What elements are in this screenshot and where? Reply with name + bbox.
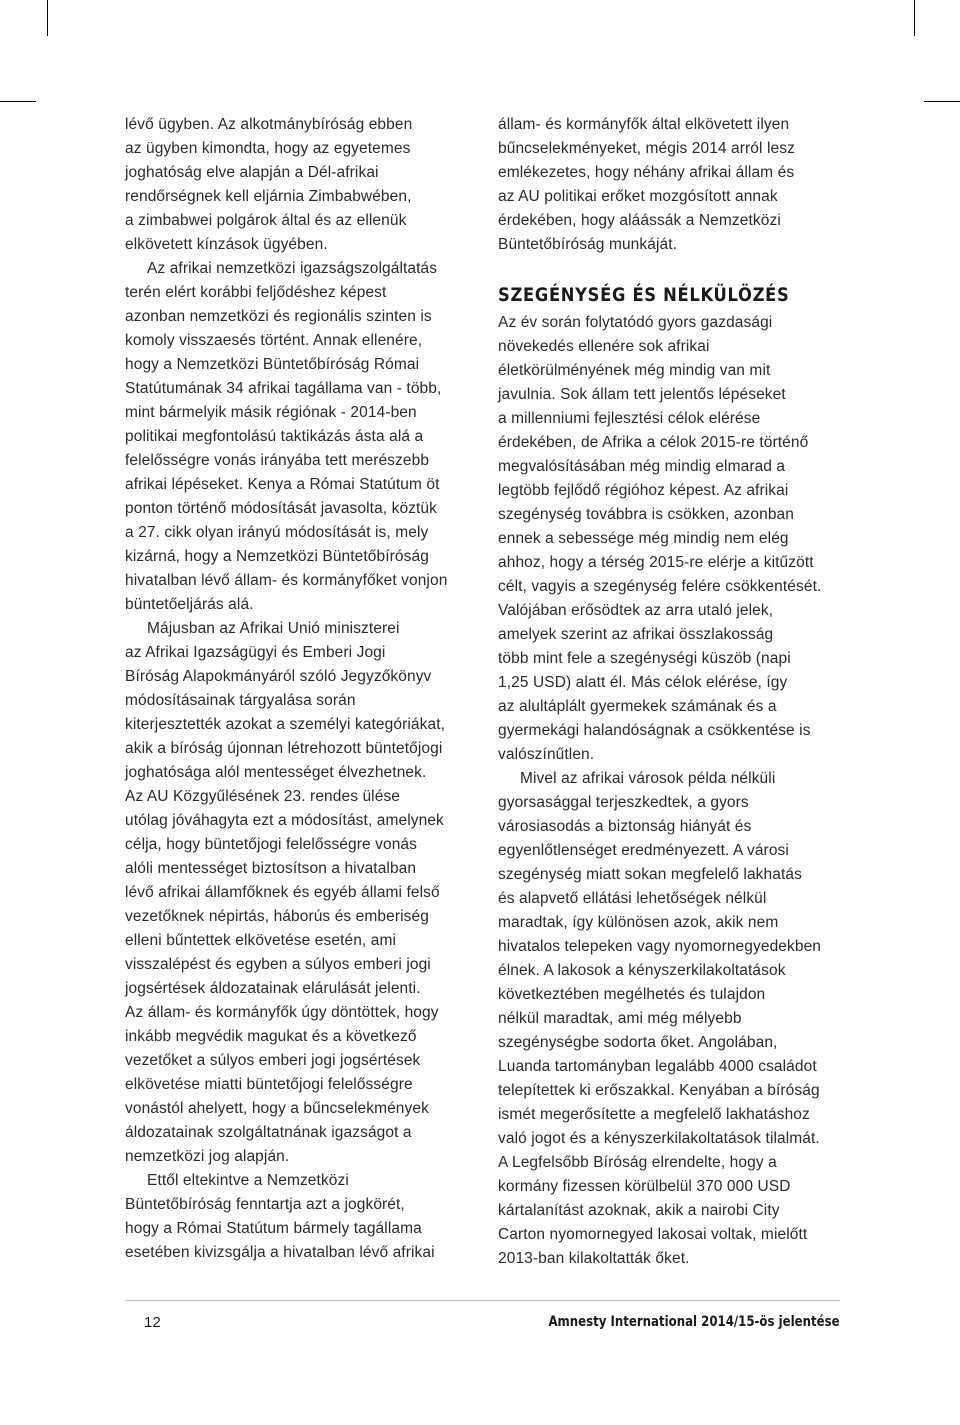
text-line: 1,25 USD) alatt él. Más célok elérése, így — [498, 674, 788, 691]
text-line: Büntetőbíróság munkáját. — [498, 236, 678, 253]
text-line: módosításainak tárgyalása során — [125, 692, 356, 709]
text-line: állam- és kormányfők által elkövetett ilyen — [498, 116, 790, 133]
text-line: vezetőket a súlyos emberi jogi jogsértések — [125, 1052, 421, 1069]
text-line: a millenniumi fejlesztési célok elérése — [498, 410, 761, 427]
text-line: ismét megerősítette a megfelelő lakhatáshoz — [498, 1106, 810, 1123]
text-line: hogy a Római Statútum bármely tagállama — [125, 1220, 422, 1237]
text-line: ponton történő módosítását javasolta, köztük — [125, 500, 438, 517]
text-line: megvalósításában még mindig elmarad a — [498, 458, 786, 475]
text-line: Az AU Közgyűlésének 23. rendes ülése — [125, 788, 401, 805]
text-line: és alapvető ellátási lehetőségek nélkül — [498, 890, 767, 907]
text-line: hogy a Nemzetközi Büntetőbíróság Római — [125, 356, 420, 373]
text-line: nélkül maradtak, ami még mélyebb — [498, 1010, 742, 1027]
text-line: azonban nemzetközi és regionális szinten is — [125, 308, 432, 325]
text-line: az AU politikai erőket mozgósított annak — [498, 188, 778, 205]
text-line: emlékezetes, hogy néhány afrikai állam és — [498, 164, 795, 181]
footer-divider — [125, 1300, 840, 1301]
crop-mark-right — [924, 101, 960, 102]
text-line: ennek a sebessége még mindig nem elég — [498, 530, 789, 547]
text-line: vezetőknek népirtás, háborús és emberiség — [125, 908, 429, 925]
text-line: növekedés ellenére sok afrikai — [498, 338, 710, 355]
right-column-intro-text — [498, 113, 848, 257]
text-line: alóli mentességet biztosítson a hivatalban — [125, 860, 417, 877]
text-line: elleni bűntettek elkövetése esetén, ami — [125, 932, 397, 949]
text-line: Bíróság Alapokmányáról szóló Jegyzőkönyv — [125, 668, 432, 685]
text-line: 2013-ban kilakoltatták őket. — [498, 1250, 690, 1267]
text-line: telepítettek ki erőszakkal. Kenyában a bíróság — [498, 1082, 820, 1099]
text-line: városiasodás a biztonság hiányát és — [498, 818, 752, 835]
text-line: való jogot és a kényszerkilakoltatások tilalmát. — [498, 1130, 820, 1147]
text-line: az ügyben kimondta, hogy az egyetemes — [125, 140, 411, 157]
text-line: a zimbabwei polgárok által és az ellenük — [125, 212, 407, 229]
text-line: hivatalban lévő állam- és kormányfőket vonjon — [125, 572, 448, 589]
text-line: célt, vagyis a szegénység felére csökkentését. — [498, 578, 822, 595]
text-line: kormány fizessen körülbelül 370 000 USD — [498, 1178, 791, 1195]
text-line: bűncselekményeket, mégis 2014 arról lesz — [498, 140, 795, 157]
text-line: szegénység továbbra is csökken, azonban — [498, 506, 795, 523]
right-column — [498, 113, 848, 1271]
text-line: kiterjesztették azokat a személyi kategóriákat, — [125, 716, 446, 733]
text-line: valószínűtlen. — [498, 746, 595, 763]
text-line: Ettől eltekintve a Nemzetközi — [147, 1172, 349, 1189]
text-line: a 27. cikk olyan irányú módosítását is, mely — [125, 524, 429, 541]
text-line: ahhoz, hogy a térség 2015-re elérje a kitűzött — [498, 554, 814, 571]
text-line: Az állam- és kormányfők úgy döntöttek, hogy — [125, 1004, 439, 1021]
text-line: Luanda tartományban legalább 4000 családot — [498, 1058, 817, 1075]
left-column-text — [125, 113, 475, 1265]
text-line: élnek. A lakosok a kényszerkilakoltatások — [498, 962, 786, 979]
text-line: terén elért korábbi feljődéshez képest — [125, 284, 387, 301]
text-line: kizárná, hogy a Nemzetközi Büntetőbíróság — [125, 548, 429, 565]
text-line: mint bármelyik másik régiónak - 2014-ben — [125, 404, 417, 421]
text-line: érdekében, de Afrika a célok 2015-re történő — [498, 434, 809, 451]
text-line: érdekében, hogy aláássák a Nemzetközi — [498, 212, 781, 229]
text-line: következtében megélhetés és tulajdon — [498, 986, 766, 1003]
text-line: szegénységbe sodorta őket. Angolában, — [498, 1034, 778, 1051]
text-line: célja, hogy büntetőjogi felelősségre vonás — [125, 836, 418, 853]
text-line: szegénység miatt sokan megfelelő lakhatás — [498, 866, 802, 883]
text-line: életkörülményének még mindig van mit — [498, 362, 771, 379]
crop-mark-top-left — [47, 0, 48, 36]
text-line: esetében kivizsgálja a hivatalban lévő afrikai — [125, 1244, 435, 1261]
text-line: büntetőeljárás alá. — [125, 596, 254, 613]
text-line: gyorsasággal terjeszkedtek, a gyors — [498, 794, 749, 811]
text-line: visszalépést és egyben a súlyos emberi jogi — [125, 956, 431, 973]
text-line: javulnia. Sok állam tett jelentős lépéseket — [498, 386, 786, 403]
text-line: áldozatainak szolgáltatnának igazságot a — [125, 1124, 412, 1141]
text-line: Valójában erősödtek az arra utaló jelek, — [498, 602, 774, 619]
text-line: elkövetett kínzások ügyében. — [125, 236, 328, 253]
crop-mark-top-right — [914, 0, 915, 36]
text-line: rendőrségnek kell eljárnia Zimbabwében, — [125, 188, 412, 205]
text-line: az alultáplált gyermekek számának és a — [498, 698, 777, 715]
text-line: A Legfelsőbb Bíróság elrendelte, hogy a — [498, 1154, 777, 1171]
text-line: jogsértések áldozatainak elárulását jelenti. — [125, 980, 421, 997]
text-line: Büntetőbíróság fenntartja azt a jogkörét, — [125, 1196, 405, 1213]
text-line: Carton nyomornegyed lakosai voltak, mielőtt — [498, 1226, 808, 1243]
section-body-text — [498, 311, 848, 1271]
text-line: amelyek szerint az afrikai összlakosság — [498, 626, 774, 643]
text-line: afrikai lépéseket. Kenya a Római Statútum öt — [125, 476, 440, 493]
text-line: Májusban az Afrikai Unió miniszterei — [147, 620, 400, 637]
text-line: politikai megfontolású taktikázás ásta alá a — [125, 428, 424, 445]
text-line: több mint fele a szegénységi küszöb (napi — [498, 650, 791, 667]
page-number: 12 — [144, 1314, 161, 1331]
text-line: lévő ügyben. Az alkotmánybíróság ebben — [125, 116, 413, 133]
text-line: Az afrikai nemzetközi igazságszolgáltatás — [147, 260, 438, 277]
text-line: joghatóság elve alapján a Dél-afrikai — [125, 164, 379, 181]
report-title: Amnesty International 2014/15-ös jelentése — [548, 1314, 840, 1330]
text-line: joghatósága alól mentességet élvezhetnek. — [125, 764, 427, 781]
text-line: utólag jóváhagyta ezt a módosítást, amelynek — [125, 812, 444, 829]
text-line: lévő afrikai államfőknek és egyéb állami felső — [125, 884, 440, 901]
text-line: maradtak, így különösen azok, akik nem — [498, 914, 779, 931]
text-line: gyermekági halandóságnak a csökkentése is — [498, 722, 811, 739]
text-line: inkább megvédik magukat és a következő — [125, 1028, 417, 1045]
text-line: kártalanítást azoknak, akik a nairobi City — [498, 1202, 780, 1219]
text-line: Mivel az afrikai városok példa nélküli — [520, 770, 776, 787]
text-line: Az év során folytatódó gyors gazdasági — [498, 314, 773, 331]
text-line: legtöbb fejlődő régióhoz képest. Az afrikai — [498, 482, 789, 499]
text-line: komoly visszaesés történt. Annak ellenére, — [125, 332, 423, 349]
text-line: nemzetközi jog alapján. — [125, 1148, 290, 1165]
text-line: egyenlőtlenséget eredményezett. A városi — [498, 842, 789, 859]
text-line: akik a bíróság újonnan létrehozott büntetőjogi — [125, 740, 443, 757]
text-line: Statútumának 34 afrikai tagállama van - több, — [125, 380, 442, 397]
text-line: vonástól ahelyett, hogy a bűncselekmények — [125, 1100, 429, 1117]
text-line: elkövetése miatti büntetőjogi felelősségre — [125, 1076, 413, 1093]
section-heading: SZEGÉNYSÉG ÉS NÉLKÜLÖZÉS — [498, 284, 790, 306]
text-line: az Afrikai Igazságügyi és Emberi Jogi — [125, 644, 386, 661]
text-line: hivatalos telepeken vagy nyomornegyedekben — [498, 938, 822, 955]
crop-mark-left — [0, 101, 36, 102]
text-line: felelősségre vonás irányába tett merészebb — [125, 452, 430, 469]
